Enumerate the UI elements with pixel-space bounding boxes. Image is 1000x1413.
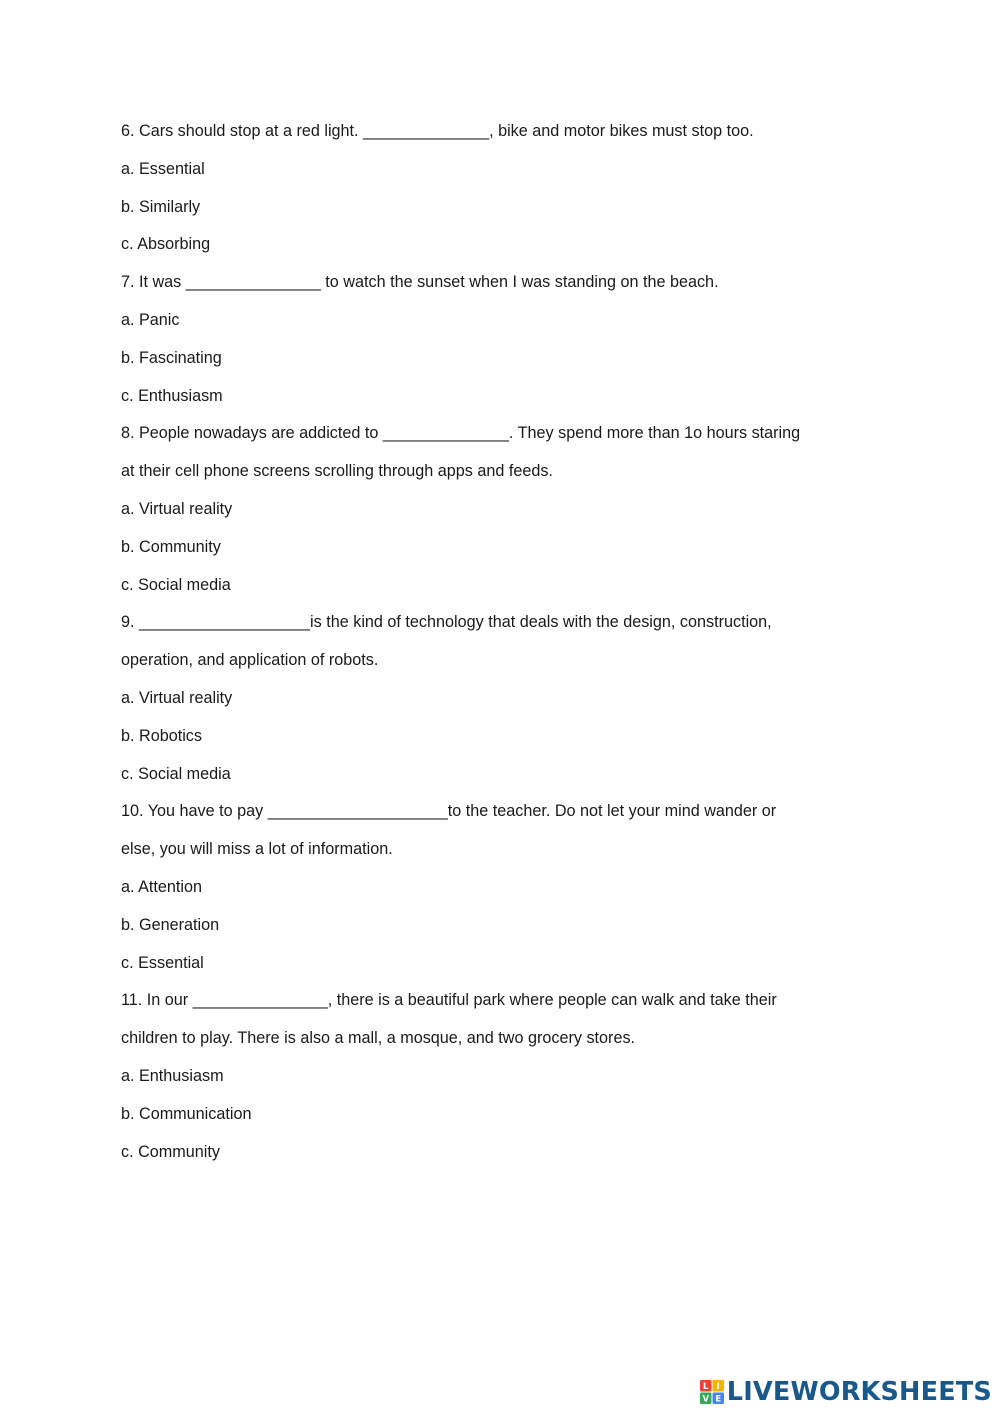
option-c: c. Social media bbox=[121, 764, 231, 783]
brand-name: LIVEWORKSHEETS bbox=[726, 1377, 992, 1407]
option-b: b. Generation bbox=[121, 915, 220, 934]
question-text-continued: else, you will miss a lot of information. bbox=[121, 840, 393, 859]
question-7 bbox=[121, 267, 841, 418]
option-a: a. Essential bbox=[121, 159, 205, 178]
question-text-continued: at their cell phone screens scrolling through apps and feeds. bbox=[121, 462, 553, 481]
question-text: 9. ___________________is the kind of technology that deals with the design, construction, bbox=[121, 613, 772, 632]
liveworksheets-logo-icon bbox=[700, 1380, 724, 1404]
option-b: b. Communication bbox=[121, 1104, 252, 1123]
question-text: 7. It was _______________ to watch the sunset when I was standing on the beach. bbox=[121, 273, 719, 292]
option-c: c. Enthusiasm bbox=[121, 386, 223, 405]
question-10 bbox=[121, 796, 841, 985]
question-text-continued: operation, and application of robots. bbox=[121, 651, 379, 670]
svg-text:L: L bbox=[702, 1382, 709, 1392]
question-8 bbox=[121, 418, 841, 607]
question-text: 8. People nowadays are addicted to ______________. They spend more than 1o hours staring bbox=[121, 424, 801, 443]
option-c: c. Essential bbox=[121, 953, 204, 972]
option-b: b. Community bbox=[121, 537, 221, 556]
option-c: c. Absorbing bbox=[121, 235, 211, 254]
question-9 bbox=[121, 607, 841, 796]
option-b: b. Fascinating bbox=[121, 348, 222, 367]
question-text-continued: children to play. There is also a mall, a mosque, and two grocery stores. bbox=[121, 1029, 636, 1048]
question-6 bbox=[121, 116, 841, 267]
option-a: a. Enthusiasm bbox=[121, 1066, 224, 1085]
worksheet-body bbox=[121, 116, 841, 1174]
option-c: c. Social media bbox=[121, 575, 231, 594]
option-a: a. Virtual reality bbox=[121, 499, 233, 518]
option-a: a. Attention bbox=[121, 877, 203, 896]
svg-text:I: I bbox=[716, 1382, 720, 1392]
question-text: 11. In our _______________, there is a beautiful park where people can walk and take their bbox=[121, 991, 777, 1010]
question-text: 10. You have to pay ____________________to the teacher. Do not let your mind wander or bbox=[121, 802, 777, 821]
option-b: b. Similarly bbox=[121, 197, 201, 216]
liveworksheets-watermark bbox=[700, 1377, 992, 1407]
option-a: a. Virtual reality bbox=[121, 688, 233, 707]
question-11 bbox=[121, 985, 841, 1174]
option-c: c. Community bbox=[121, 1142, 220, 1161]
option-b: b. Robotics bbox=[121, 726, 202, 745]
svg-text:E: E bbox=[715, 1394, 721, 1404]
svg-text:V: V bbox=[702, 1394, 709, 1404]
question-text: 6. Cars should stop at a red light. ______________, bike and motor bikes must stop too. bbox=[121, 122, 754, 140]
option-a: a. Panic bbox=[121, 310, 180, 329]
